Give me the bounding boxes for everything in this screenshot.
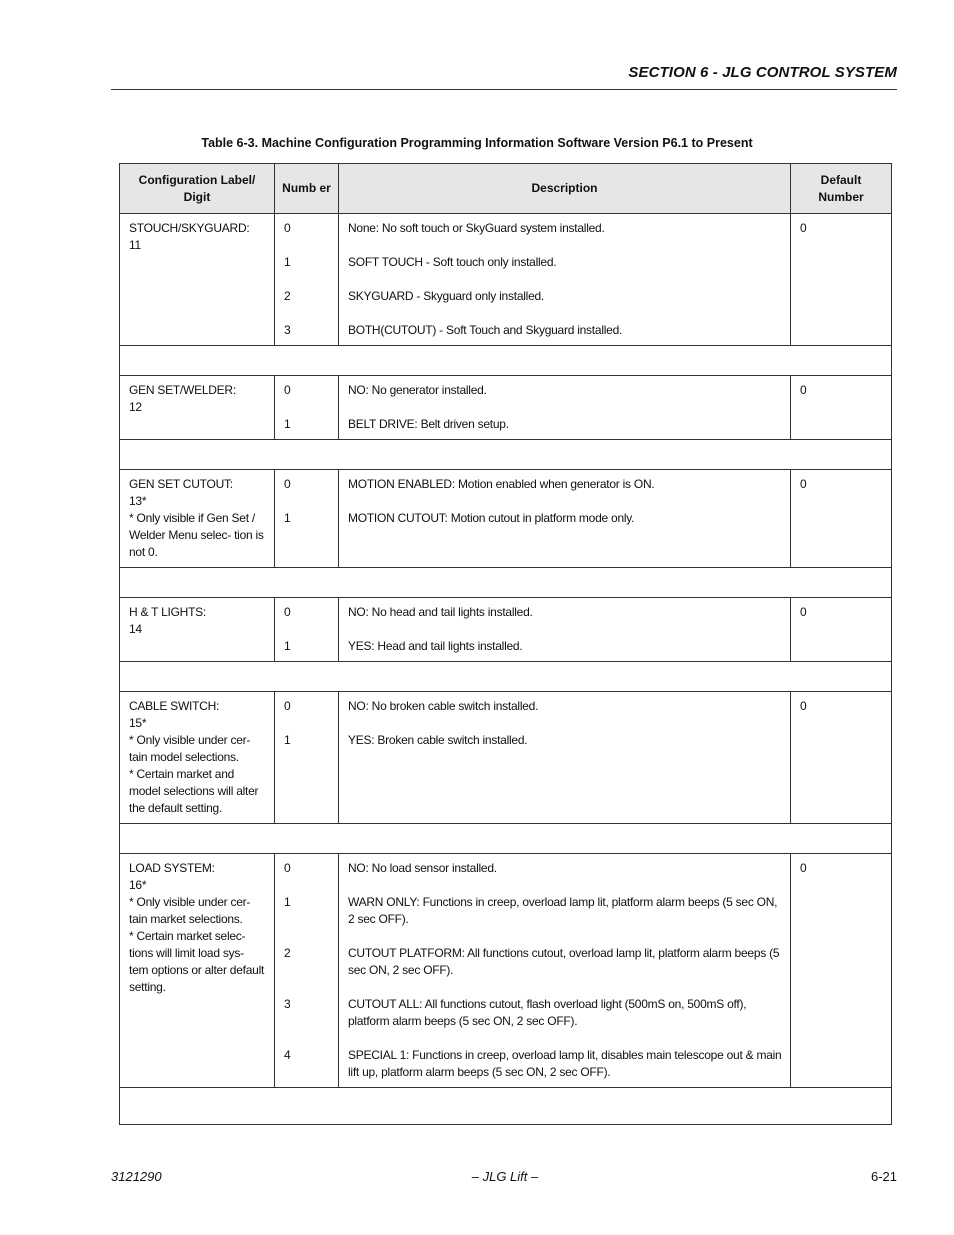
option-gap [348,271,782,288]
description-cell [339,598,791,662]
description-cell [339,376,791,440]
label-line: 11 [129,238,141,252]
publisher-label: – JLG Lift – [471,1169,539,1184]
option-number: 0 [284,221,291,235]
label-line: * Certain market selec- tions will limit load sys- tem options or alter default setting. [129,929,265,994]
option-description: NO: No head and tail lights installed. [348,605,533,619]
label-line: GEN SET CUTOUT: [129,477,233,491]
option-gap [284,715,330,732]
option-description: MOTION CUTOUT: Motion cutout in platform mode only. [348,511,635,525]
configuration-label-cell [120,470,275,568]
option-description: NO: No load sensor installed. [348,861,497,875]
table-row [120,470,892,568]
label-line: 13* [129,494,147,508]
label-line: CABLE SWITCH: [129,699,220,713]
configuration-table [119,163,892,1125]
section-title: SECTION 6 - JLG CONTROL SYSTEM [628,64,897,81]
column-header-description: Description [339,164,791,214]
table-row [120,854,892,1088]
option-number: 1 [284,511,291,525]
option-number: 3 [284,997,291,1011]
option-description: BOTH(CUTOUT) - Soft Touch and Skyguard installed. [348,323,623,337]
label-line: 16* [129,878,147,892]
option-number: 2 [284,946,291,960]
label-line: * Only visible if Gen Set / Welder Menu selec- tion is not 0. [129,511,264,559]
spacer-cell [120,1088,892,1125]
table-body [120,214,892,1125]
default-number-cell: 0 [791,854,892,1088]
option-description: CUTOUT ALL: All functions cutout, flash overload light (500mS on, 500mS off), platform alarm beeps (5 sec ON, 2 sec OFF). [348,997,747,1028]
default-number-cell: 0 [791,214,892,346]
label-line: * Only visible under cer- tain market selections. [129,895,251,926]
option-description: NO: No broken cable switch installed. [348,699,539,713]
option-number: 1 [284,639,291,653]
configuration-label-cell [120,598,275,662]
option-number: 2 [284,289,291,303]
spacer-cell [120,662,892,692]
option-description: WARN ONLY: Functions in creep, overload lamp lit, platform alarm beeps (5 sec ON, 2 sec OFF). [348,895,778,926]
option-description: SOFT TOUCH - Soft touch only installed. [348,255,557,269]
option-number: 0 [284,605,291,619]
option-number: 1 [284,733,291,747]
option-description: YES: Broken cable switch installed. [348,733,528,747]
number-cell [275,692,339,824]
option-gap [348,877,782,894]
option-number: 0 [284,861,291,875]
option-number: 0 [284,477,291,491]
column-header-label: Configuration Label/ Digit [120,164,275,214]
option-gap [284,877,330,894]
option-gap [348,621,782,638]
description-cell [339,214,791,346]
label-line: 15* [129,716,147,730]
number-cell [275,854,339,1088]
table-row [120,598,892,662]
spacer-row [120,1088,892,1125]
spacer-row [120,440,892,470]
spacer-row [120,568,892,598]
label-line: GEN SET/WELDER: [129,383,236,397]
option-gap [348,399,782,416]
option-gap [348,928,782,945]
option-description: None: No soft touch or SkyGuard system installed. [348,221,605,235]
option-gap [284,493,330,510]
page-number: 6-21 [870,1169,897,1184]
option-description: SPECIAL 1: Functions in creep, overload lamp lit, disables main telescope out & main lift up, platform alarm beeps (5 sec ON, 2 sec OFF). [348,1048,782,1079]
configuration-label-cell [120,692,275,824]
number-cell [275,598,339,662]
option-gap [348,715,782,732]
header-divider [111,89,897,90]
configuration-label-cell [120,214,275,346]
label-line: 12 [129,400,142,414]
configuration-label-cell [120,854,275,1088]
option-description: YES: Head and tail lights installed. [348,639,523,653]
number-cell [275,376,339,440]
spacer-cell [120,346,892,376]
default-number-cell: 0 [791,598,892,662]
option-number: 4 [284,1048,291,1062]
number-cell [275,470,339,568]
table-header-row [120,164,892,214]
option-description: MOTION ENABLED: Motion enabled when generator is ON. [348,477,655,491]
label-line: STOUCH/SKYGUARD: [129,221,250,235]
default-number-cell: 0 [791,470,892,568]
label-line: 14 [129,622,142,636]
spacer-row [120,662,892,692]
document-number: 3121290 [111,1169,162,1184]
option-number: 1 [284,417,291,431]
option-gap [348,493,782,510]
option-gap [284,271,330,288]
spacer-cell [120,824,892,854]
spacer-row [120,824,892,854]
label-line: LOAD SYSTEM: [129,861,215,875]
option-gap [284,979,330,996]
option-number: 1 [284,895,291,909]
option-gap [284,1030,330,1047]
column-header-default: Default Number [791,164,892,214]
description-cell [339,854,791,1088]
option-number: 1 [284,255,291,269]
option-description: CUTOUT PLATFORM: All functions cutout, overload lamp lit, platform alarm beeps (5 sec ON, 2 sec OFF). [348,946,780,977]
table-row [120,376,892,440]
description-cell [339,692,791,824]
number-cell [275,214,339,346]
option-number: 0 [284,383,291,397]
table-row [120,692,892,824]
label-line: * Only visible under cer- tain model selections. [129,733,251,764]
option-gap [284,928,330,945]
option-description: NO: No generator installed. [348,383,487,397]
spacer-cell [120,440,892,470]
option-gap [348,237,782,254]
option-description: BELT DRIVE: Belt driven setup. [348,417,509,431]
label-line: * Certain market and model selections will alter the default setting. [129,767,259,815]
option-gap [348,1030,782,1047]
configuration-label-cell [120,376,275,440]
default-number-cell: 0 [791,376,892,440]
option-number: 0 [284,699,291,713]
column-header-number: Numb er [275,164,339,214]
option-gap [284,621,330,638]
option-gap [348,305,782,322]
spacer-cell [120,568,892,598]
description-cell [339,470,791,568]
label-line: H & T LIGHTS: [129,605,206,619]
default-number-cell: 0 [791,692,892,824]
table-row [120,214,892,346]
spacer-row [120,346,892,376]
option-number: 3 [284,323,291,337]
table-caption: Table 6-3. Machine Configuration Programming Information Software Version P6.1 to Present [201,136,753,150]
option-gap [348,979,782,996]
option-gap [284,399,330,416]
option-gap [284,305,330,322]
option-description: SKYGUARD - Skyguard only installed. [348,289,544,303]
option-gap [284,237,330,254]
